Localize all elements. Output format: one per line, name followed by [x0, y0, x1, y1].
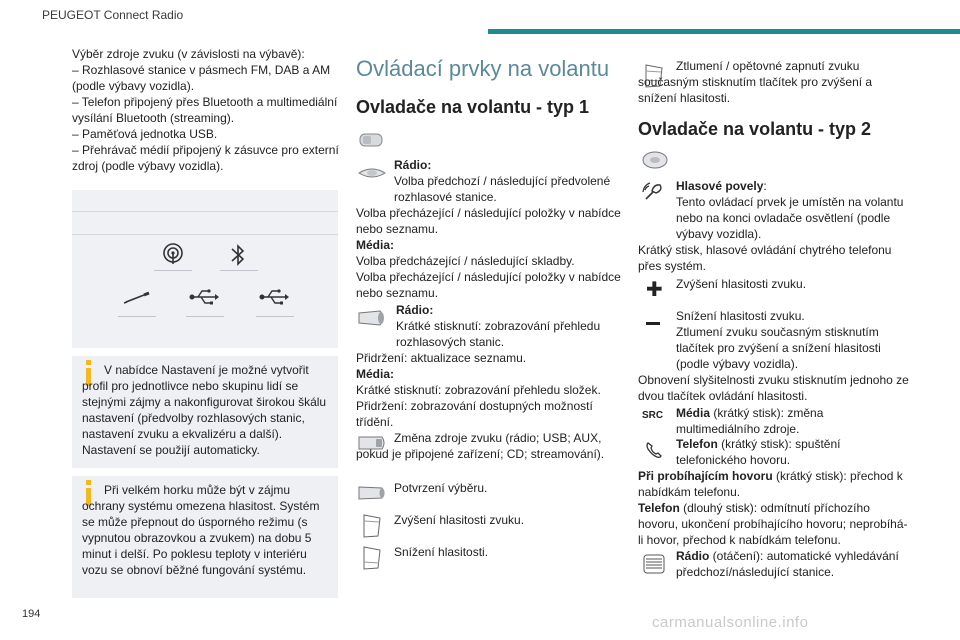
source-item: – Paměťová jednotka USB.: [72, 127, 218, 141]
desc: Krátké stisknutí: zobrazování přehledu rozhlasových stanic.: [396, 319, 601, 349]
info-text: Při velkém horku může být v zájmu ochrany systému omezena hlasitost. Systém se může přepnout do úsporného režimu (s vypnutou obrazovkou a zvukem) na dobu 5 minut i delší. Po poklesu teploty v interiéru vozu se obnoví běžné fungování systému.: [82, 483, 320, 577]
plus-icon: ✚: [646, 279, 663, 301]
volume-up-desc: Zvýšení hlasitosti zvuku.: [394, 513, 525, 527]
minus-block: Snížení hlasitosti zvuku. Ztlumení zvuku současným stisknutím tlačítek pro zvýšení a snížení hlasitosti (podle výbavy vozidla). Obnovení slyšitelnosti zvuku stisknutím jednoho ze dvou tlačítek ovládání hlasitosti.: [638, 309, 909, 403]
column-1: [72, 46, 340, 174]
desc: Tento ovládací prvek je umístěn na volantu nebo na konci ovladače osvětlení (podle výbavy vozidla).: [676, 195, 904, 241]
divider: [72, 234, 338, 235]
label: Hlasové povely: [676, 179, 764, 193]
voice-block: Hlasové povely: Tento ovládací prvek je umístěn na volantu nebo na konci ovladače osvětlení (podle výbavy vozidla). Krátký stisk, hlasové ovládání chytrého telefonu přes systém.: [638, 178, 910, 274]
bluetooth-icon: [228, 242, 248, 268]
radio-desc: Rádio (otáčení): automatické vyhledávání předchozí/následující stanice.: [676, 549, 899, 579]
source-item: – Přehrávač médií připojený k zásuvce pro externí zdroj (podle výbavy vozidla).: [72, 143, 339, 173]
source-screen-illustration: [72, 190, 338, 348]
source-item: – Rozhlasové stanice v pásmech FM, DAB a AM (podle výbavy vozidla).: [72, 63, 331, 93]
section-title: Ovládací prvky na volantu: [356, 56, 610, 81]
plus-desc: Zvýšení hlasitosti zvuku.: [676, 277, 807, 291]
volume-down-desc: Snížení hlasitosti.: [394, 545, 489, 559]
subsection-title: Ovladače na volantu - typ 1: [356, 97, 590, 117]
page-number: 194: [22, 608, 41, 620]
src-icon: SRC: [642, 410, 664, 421]
divider: [118, 316, 156, 317]
desc: Volba přecházející / následující položky v nabídce nebo seznamu.: [356, 270, 621, 300]
subsection-title: Ovladače na volantu - typ 2: [638, 119, 872, 139]
desc: Volba předcházející / následující skladby.: [356, 254, 575, 268]
label: Média:: [356, 238, 395, 252]
desc: Krátký stisk, hlasové ovládání chytrého telefonu přes systém.: [638, 243, 892, 273]
label: Rádio:: [396, 303, 434, 317]
media-desc: Média (krátký stisk): změna multimediálního zdroje.: [676, 406, 824, 436]
steering-wheel-icon: [640, 150, 670, 170]
desc: Volba přecházející / následující položky v nabídce nebo seznamu.: [356, 206, 621, 236]
thumbwheel-icon: [642, 553, 666, 575]
source-item: – Telefon připojený přes Bluetooth a multimediální vysílání Bluetooth (streaming).: [72, 95, 338, 125]
radio-source-icon: [158, 240, 188, 270]
label: Média:: [356, 367, 395, 381]
running-header: PEUGEOT Connect Radio: [42, 8, 184, 22]
divider: [72, 211, 338, 212]
divider: [186, 316, 224, 317]
desc: Volba předchozí / následující předvolené rozhlasové stanice.: [394, 174, 611, 204]
source-desc: Změna zdroje zvuku (rádio; USB; AUX, pokud je připojené zařízení; CD; streamování).: [356, 431, 605, 461]
usb-icon: [258, 288, 290, 306]
desc: Přidržení: aktualizace seznamu.: [356, 351, 527, 365]
confirm-button-icon: [356, 482, 388, 504]
steering-stalk-icon: [358, 130, 386, 150]
phone-block: Telefon (krátký stisk): spuštění telefonického hovoru. Při probíhajícím hovoru (krátký stisk): přechod k nabídkám telefonu. Telefon (dlouhý stisk): odmítnutí příchozího hovoru, ukončení probíhajícího hovoru; neprobíhá-li hovor, přechod k nabídkám telefonu.: [638, 437, 908, 547]
divider: [256, 316, 294, 317]
aux-cable-icon: [122, 290, 152, 306]
info-box: [72, 476, 338, 598]
watermark: carmanualsonline.info: [652, 614, 809, 631]
mute-desc: Ztlumení / opětovné zapnutí zvuku současným stisknutím tlačítek pro zvýšení a snížení hlasitosti.: [638, 59, 873, 105]
source-intro: Výběr zdroje zvuku (v závislosti na výbavě):: [72, 47, 305, 61]
volume-up-stalk-icon: [358, 512, 386, 540]
desc: Obnovení slyšitelnosti zvuku stisknutím jednoho ze dvou tlačítek ovládání hlasitosti.: [638, 373, 909, 403]
label: Rádio:: [394, 158, 432, 172]
desc: Ztlumení zvuku současným stisknutím tlačítek pro zvýšení a snížení hlasitosti (podle výbavy vozidla).: [676, 325, 881, 371]
volume-down-stalk-icon: [358, 544, 386, 572]
column-2-block-1: [356, 157, 628, 301]
info-text: V nabídce Nastavení je možné vytvořit profil pro jednotlivce nebo skupinu lidí se stejnými zájmy a nakonfigurovat širokou škálu nastavení (předvolby rozhlasových stanic, nastavení zvuku a ekvalizéru a další). Nastavení se použijí automaticky.: [82, 363, 327, 457]
info-box: [72, 356, 338, 468]
header-accent-bar: [488, 29, 960, 34]
usb-icon: [188, 288, 220, 306]
desc: Přidržení: zobrazování dostupných možností třídění.: [356, 399, 593, 429]
desc: Krátké stisknutí: zobrazování přehledu složek.: [356, 383, 601, 397]
divider: [220, 270, 258, 271]
column-2-block-2: [356, 302, 628, 430]
divider: [154, 270, 192, 271]
confirm-desc: Potvrzení výběru.: [394, 481, 488, 495]
